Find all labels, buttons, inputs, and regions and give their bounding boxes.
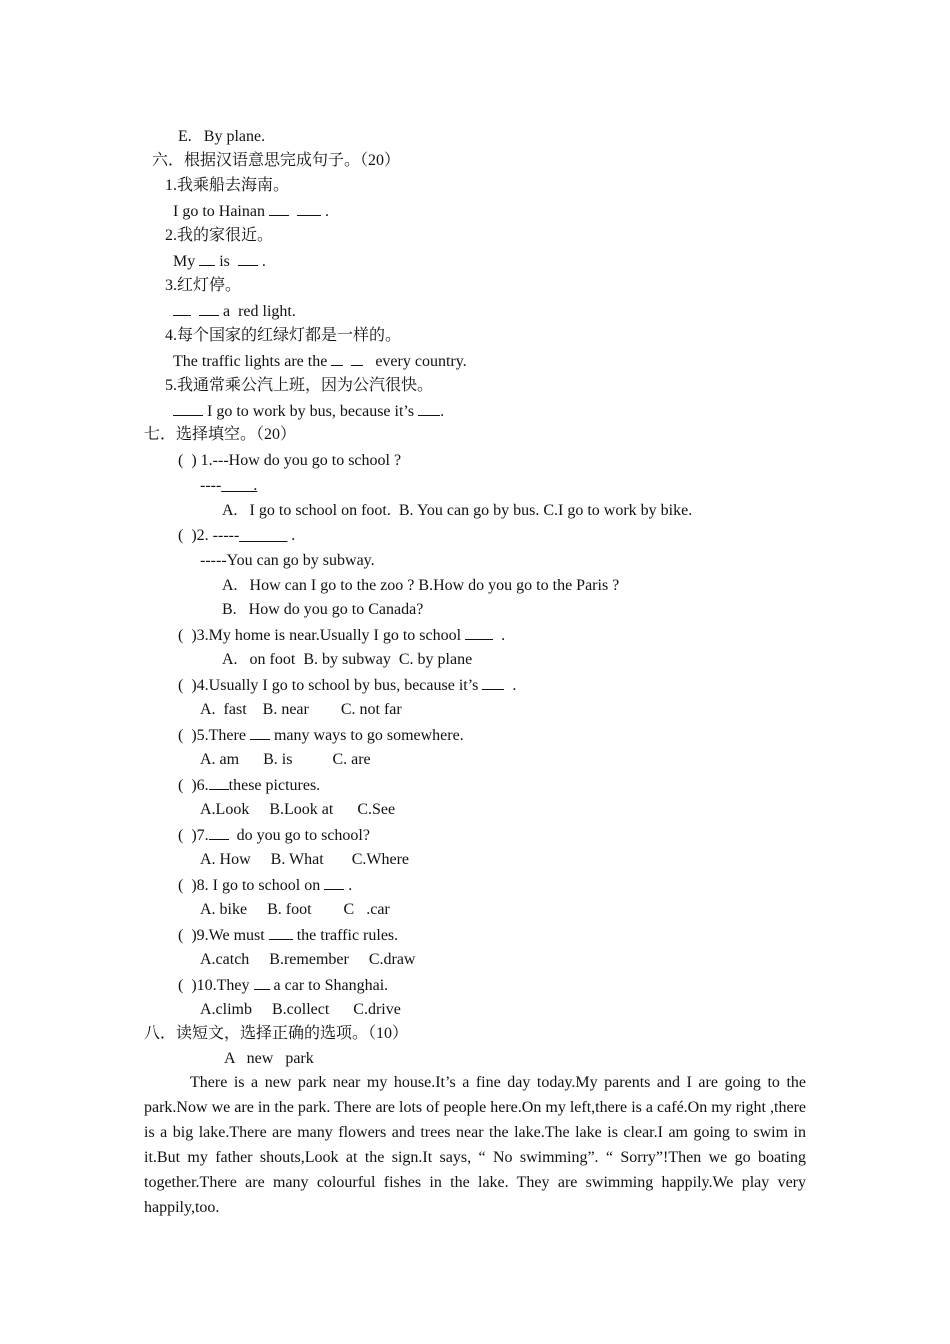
answer-blank[interactable] [199, 251, 215, 266]
q3-stem-text: ( )3.My home is near.Usually I go to school [178, 627, 466, 644]
q4-stem-end: . [504, 677, 517, 694]
q3-options: A. on foot B. by subway C. by plane [222, 651, 473, 668]
answer-blank[interactable] [269, 201, 289, 216]
q6-stem-text: ( )6. [178, 777, 209, 794]
q2-stem-text: ( )2. ----- [178, 527, 240, 544]
answer-blank[interactable] [209, 775, 229, 790]
answer-blank[interactable] [465, 625, 493, 640]
q1-response-dashes: ---- [200, 477, 222, 494]
s6-item4-chinese: 4.每个国家的红绿灯都是一样的。 [165, 327, 402, 344]
answer-blank[interactable] [269, 925, 293, 940]
q6-options: A.Look B.Look at C.See [200, 801, 396, 818]
q9-stem [178, 925, 398, 945]
q4-options: A. fast B. near C. not far [200, 701, 402, 718]
q7-stem-end: do you go to school? [228, 827, 370, 844]
previous-option-e: E. By plane. [178, 128, 266, 145]
q9-options: A.catch B.remember C.draw [200, 951, 416, 968]
q2-stem-end: . [287, 527, 296, 544]
section7-heading: 七．选择填空。（20） [144, 426, 297, 443]
q2-option-a: A. How can I go to the zoo ? B.How do you go to the Paris ? [222, 577, 620, 594]
q7-stem-text: ( )7. [178, 827, 209, 844]
q1-stem: ( ) 1.---How do you go to school ? [178, 452, 402, 469]
answer-blank[interactable] [324, 875, 344, 890]
q2-stem [178, 526, 295, 546]
q5-stem-end: many ways to go somewhere. [269, 727, 464, 744]
q3-stem [178, 625, 505, 645]
q9-stem-end: the traffic rules. [292, 927, 399, 944]
answer-blank[interactable]: ______ [239, 527, 288, 544]
s6-item3-text-b: a red light. [219, 303, 296, 320]
q10-stem-text: ( )10.They [178, 977, 254, 994]
q6-stem-end: these pictures. [228, 777, 321, 794]
q8-stem [178, 875, 352, 895]
answer-blank[interactable] [238, 251, 258, 266]
s6-item3-chinese: 3.红灯停。 [165, 277, 242, 294]
q6-stem [178, 775, 320, 795]
s6-item2-text-mid: is [215, 253, 234, 270]
s6-item4-english [173, 351, 467, 371]
q5-stem [178, 725, 464, 745]
answer-blank[interactable] [482, 675, 504, 690]
answer-blank[interactable] [297, 201, 321, 216]
q8-stem-text: ( )8. I go to school on [178, 877, 325, 894]
q2-response: -----You can go by subway. [200, 552, 375, 569]
answer-blank[interactable] [173, 401, 203, 416]
s6-item2-chinese: 2.我的家很近。 [165, 227, 274, 244]
q1-response [200, 476, 257, 496]
s6-item1-chinese: 1.我乘船去海南。 [165, 177, 290, 194]
s6-item4-text-b: every country. [371, 353, 467, 370]
q5-options: A. am B. is C. are [200, 751, 371, 768]
s6-item4-text-a: The traffic lights are the [173, 353, 332, 370]
s6-item1-text-b: . [320, 203, 329, 220]
reading-passage [144, 1070, 806, 1220]
q8-stem-end: . [344, 877, 353, 894]
s6-item1-text-a: I go to Hainan [173, 203, 269, 220]
passage-text: There is a new park near my house.It’s a fine day today.My parents and I are going to the park.Now we are in the park. There are lots of people here.On my left,there is a café.On my right ,there is a big lake.There are many flowers and trees near the lake.The lake is clear.I am going to swim in it.But my father shouts,Look at the sign.It says, “ No swimming”. “ Sorry”!Then we go boating together.There are many colourful fishes in the lake. They are swimming happily.We play very happily,too. [144, 1074, 806, 1216]
answer-blank[interactable] [418, 401, 440, 416]
s6-item2-text-a: My [173, 253, 200, 270]
q7-stem [178, 825, 370, 845]
s6-item5-text-b: . [440, 403, 445, 420]
q4-stem [178, 675, 516, 695]
answer-blank[interactable] [173, 301, 191, 316]
q10-options: A.climb B.collect C.drive [200, 1001, 401, 1018]
q8-options: A. bike B. foot C .car [200, 901, 390, 918]
answer-blank[interactable] [254, 975, 270, 990]
q2-option-b: B. How do you go to Canada? [222, 601, 424, 618]
answer-blank[interactable] [250, 725, 270, 740]
answer-blank[interactable] [351, 351, 363, 366]
q10-stem-end: a car to Shanghai. [269, 977, 389, 994]
s6-item2-text-b: . [257, 253, 266, 270]
q1-options: A. I go to school on foot. B. You can go by bus. C.I go to work by bike. [222, 502, 693, 519]
passage-title: A new park [224, 1050, 314, 1067]
section6-heading: 六．根据汉语意思完成句子。（20） [152, 152, 401, 169]
q9-stem-text: ( )9.We must [178, 927, 269, 944]
q10-stem [178, 975, 388, 995]
s6-item5-chinese: 5.我通常乘公汽上班，因为公汽很快。 [165, 377, 434, 394]
answer-blank[interactable] [331, 351, 343, 366]
s6-item3-english [173, 301, 296, 321]
answer-blank[interactable]: ____. [221, 477, 258, 494]
q7-options: A. How B. What C.Where [200, 851, 409, 868]
answer-blank[interactable] [209, 825, 229, 840]
s6-item5-text-a: I go to work by bus, because it’s [203, 403, 419, 420]
s6-item5-english [173, 401, 444, 421]
q3-stem-end: . [493, 627, 506, 644]
s6-item2-english [173, 251, 266, 271]
answer-blank[interactable] [199, 301, 219, 316]
q5-stem-text: ( )5.There [178, 727, 250, 744]
q4-stem-text: ( )4.Usually I go to school by bus, because it’s [178, 677, 483, 694]
s6-item1-english [173, 201, 329, 221]
section8-heading: 八．读短文，选择正确的选项。（10） [144, 1025, 409, 1042]
